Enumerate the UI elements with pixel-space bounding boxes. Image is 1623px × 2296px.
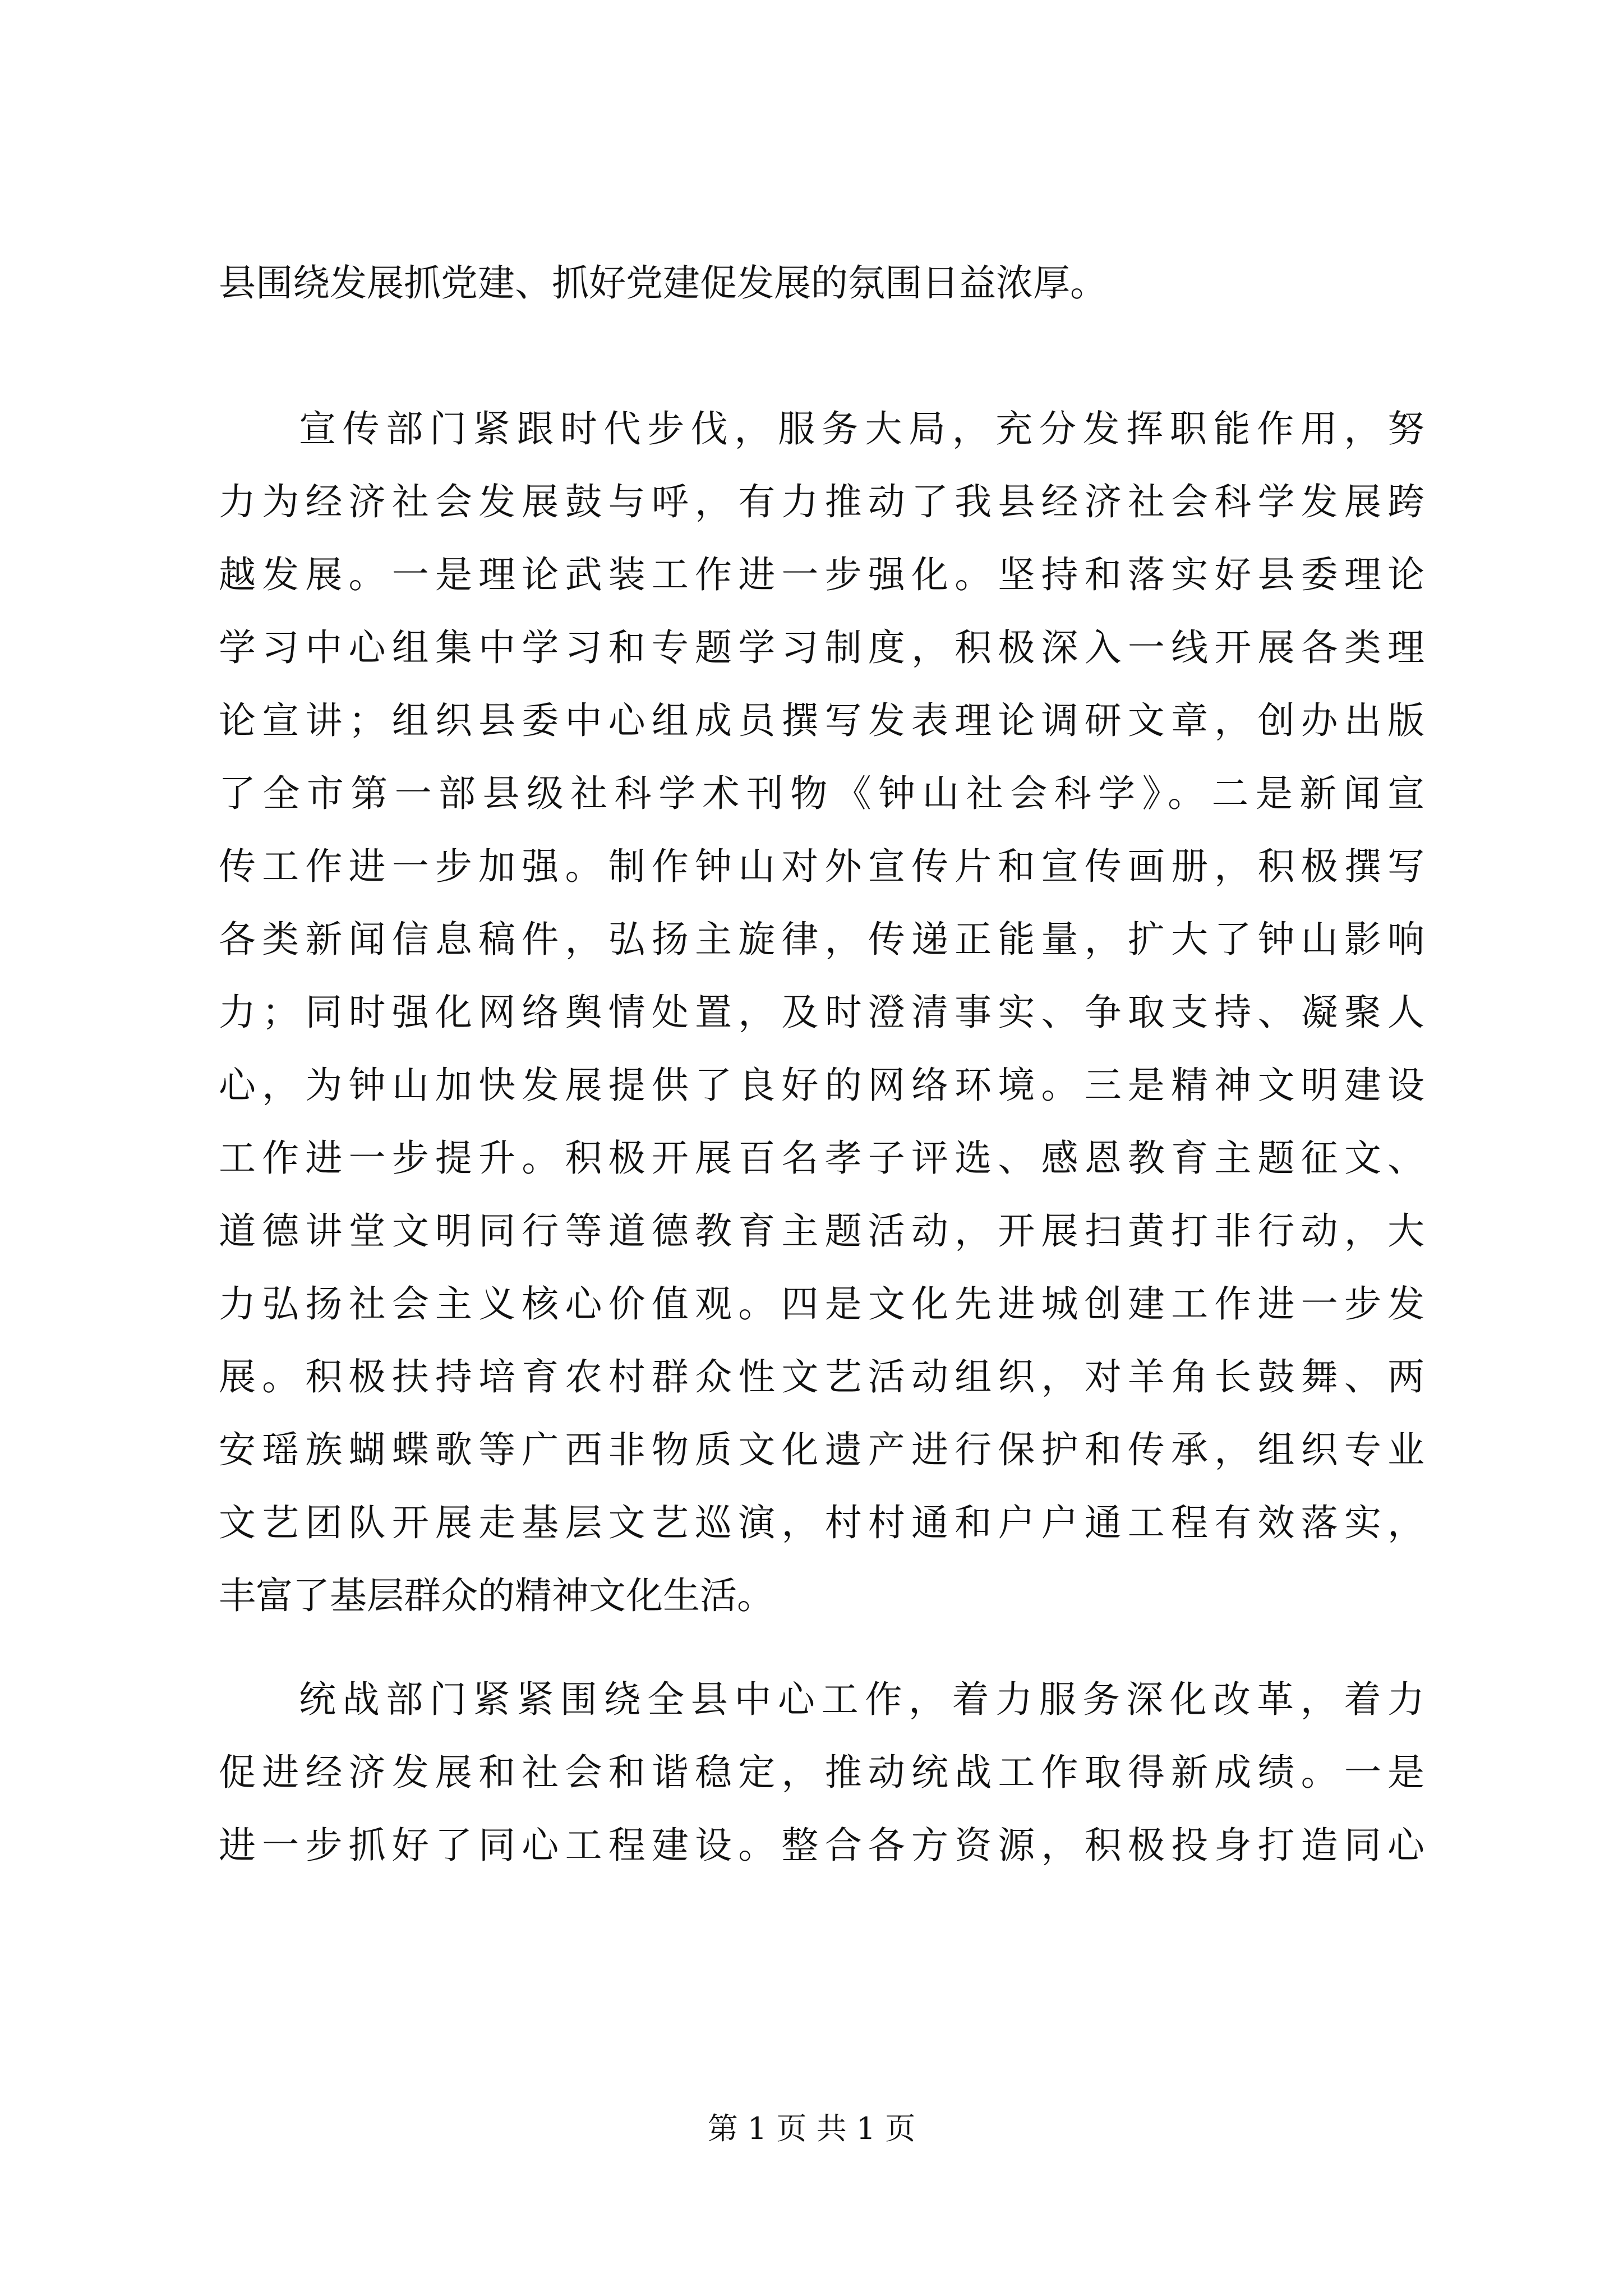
text-line-20: 促进经济发展和社会和谐稳定，推动统战工作取得新成绩。一是: [219, 1751, 1424, 1794]
text-line-17: 文艺团队开展走基层文艺巡演，村村通和户户通工程有效落实，: [219, 1501, 1424, 1544]
text-line-3: 力为经济社会发展鼓与呼，有力推动了我县经济社会科学发展跨: [219, 480, 1424, 523]
text-line-7: 了全市第一部县级社科学术刊物《钟山社会科学》。二是新闻宣: [219, 772, 1424, 815]
text-line-19: 统战部门紧紧围绕全县中心工作，着力服务深化改革，着力: [299, 1678, 1424, 1721]
text-line-18: 丰富了基层群众的精神文化生活。: [219, 1574, 774, 1617]
text-line-16: 安瑶族蝴蝶歌等广西非物质文化遗产进行保护和传承，组织专业: [219, 1428, 1424, 1471]
text-line-4: 越发展。一是理论武装工作进一步强化。坚持和落实好县委理论: [219, 553, 1424, 596]
text-line-1: 县围绕发展抓党建、抓好党建促发展的氛围日益浓厚。: [219, 261, 1107, 305]
text-line-21: 进一步抓好了同心工程建设。整合各方资源，积极投身打造同心: [219, 1824, 1424, 1867]
text-line-6: 论宣讲；组织县委中心组成员撰写发表理论调研文章，创办出版: [219, 699, 1424, 742]
text-line-11: 心，为钟山加快发展提供了良好的网络环境。三是精神文明建设: [219, 1064, 1424, 1107]
text-line-12: 工作进一步提升。积极开展百名孝子评选、感恩教育主题征文、: [219, 1137, 1424, 1180]
page-number-footer: 第 1 页 共 1 页: [707, 2111, 916, 2146]
text-line-2: 宣传部门紧跟时代步伐，服务大局，充分发挥职能作用，努: [299, 407, 1424, 450]
text-line-13: 道德讲堂文明同行等道德教育主题活动，开展扫黄打非行动，大: [219, 1209, 1424, 1253]
text-line-10: 力；同时强化网络舆情处置，及时澄清事实、争取支持、凝聚人: [219, 991, 1424, 1034]
text-line-8: 传工作进一步加强。制作钟山对外宣传片和宣传画册，积极撰写: [219, 845, 1424, 888]
text-line-15: 展。积极扶持培育农村群众性文艺活动组织，对羊角长鼓舞、两: [219, 1355, 1424, 1398]
text-line-5: 学习中心组集中学习和专题学习制度，积极深入一线开展各类理: [219, 626, 1424, 669]
text-line-9: 各类新闻信息稿件，弘扬主旋律，传递正能量，扩大了钟山影响: [219, 918, 1424, 961]
text-line-14: 力弘扬社会主义核心价值观。四是文化先进城创建工作进一步发: [219, 1282, 1424, 1326]
